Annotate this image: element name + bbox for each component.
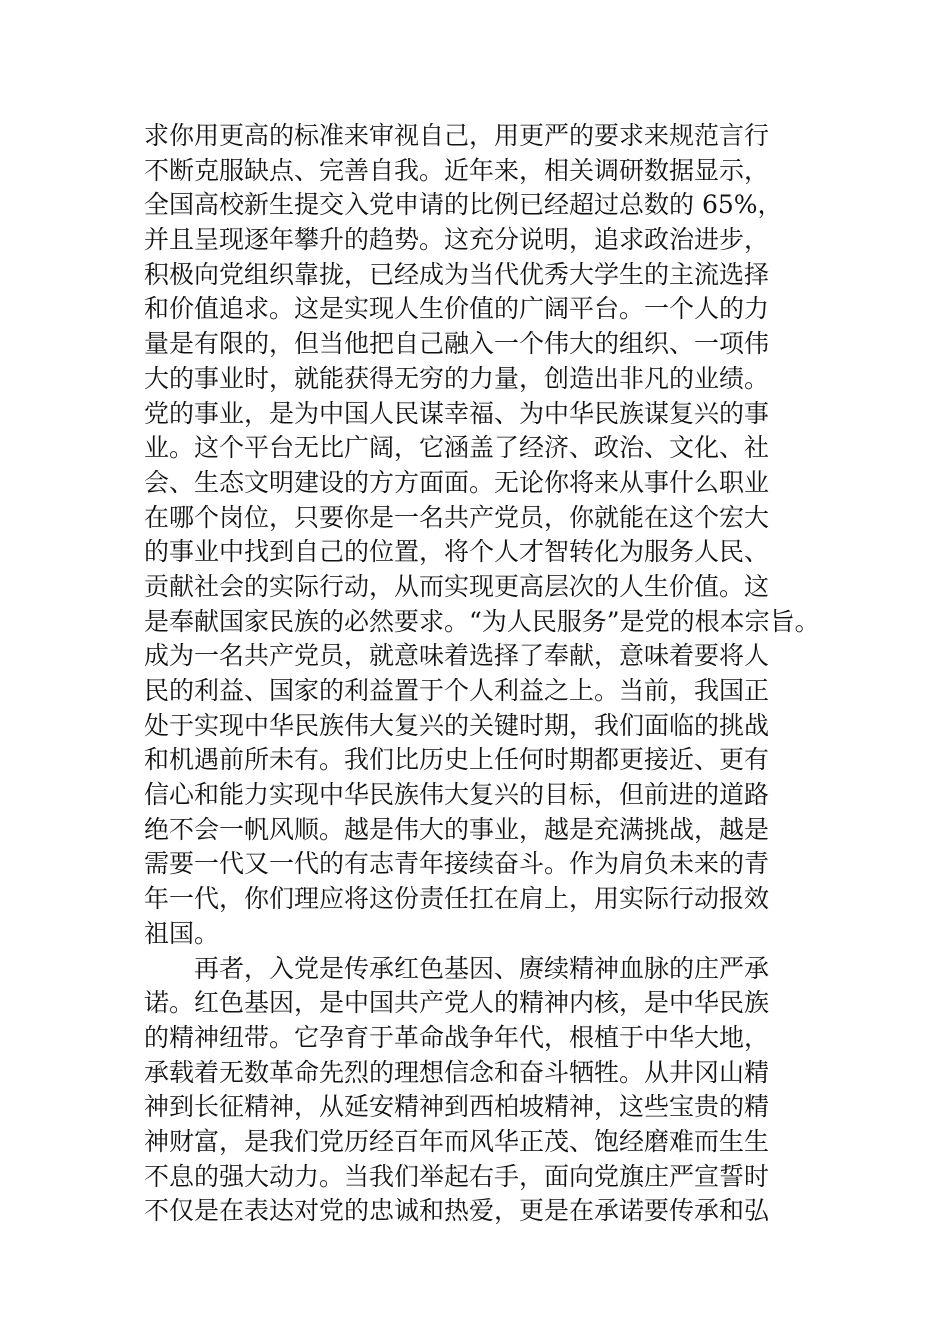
text-line: 不仅是在表达对党的忠诚和热爱，更是在承诺要传承和弘 — [144, 1196, 770, 1226]
text-line: 神财富，是我们党历经百年而风华正茂、饱经磨难而生生 — [144, 1126, 770, 1156]
text-line: 和机遇前所未有。我们比历史上任何时期都更接近、更有 — [144, 745, 770, 775]
text-line: 绝不会一帆风顺。越是伟大的事业，越是充满挑战，越是 — [144, 814, 770, 844]
text-line: 年一代，你们理应将这份责任扛在肩上，用实际行动报效 — [144, 884, 770, 914]
text-line: 会、生态文明建设的方方面面。无论你将来从事什么职业 — [144, 467, 770, 497]
text-line: 诺。红色基因，是中国共产党人的精神内核，是中华民族 — [144, 988, 770, 1018]
text-line: 量是有限的，但当他把自己融入一个伟大的组织、一项伟 — [144, 329, 770, 359]
text-line: 祖国。 — [144, 918, 220, 948]
text-line: 在哪个岗位，只要你是一名共产党员，你就能在这个宏大 — [144, 502, 770, 532]
text-line: 神到长征精神，从延安精神到西柏坡精神，这些宝贵的精 — [144, 1092, 770, 1122]
text-line: 成为一名共产党员，就意味着选择了奉献，意味着要将人 — [144, 641, 770, 671]
text-line: 和价值追求。这是实现人生价值的广阔平台。一个人的力 — [144, 294, 770, 324]
text-line: 民的利益、国家的利益置于个人利益之上。当前，我国正 — [144, 676, 770, 705]
text-line: 不息的强大动力。当我们举起右手，面向党旗庄严宣誓时 — [144, 1161, 770, 1191]
text-line: 全国高校新生提交入党申请的比例已经超过总数的 65%， — [144, 190, 783, 220]
text-line: 并且呈现逐年攀升的趋势。这充分说明，追求政治进步， — [144, 225, 770, 255]
text-line: 处于实现中华民族伟大复兴的关键时期，我们面临的挑战 — [144, 710, 770, 740]
text-line: 需要一代又一代的有志青年接续奋斗。作为肩负未来的青 — [144, 849, 770, 879]
text-line: 信心和能力实现中华民族伟大复兴的目标，但前进的道路 — [144, 780, 770, 810]
text-line: 的事业中找到自己的位置，将个人才智转化为服务人民、 — [144, 537, 770, 567]
text-line: 贡献社会的实际行动，从而实现更高层次的人生价值。这 — [144, 571, 770, 601]
text-line: 不断克服缺点、完善自我。近年来，相关调研数据显示， — [144, 155, 770, 185]
body-text — [144, 119, 824, 1229]
text-line: 业。这个平台无比广阔，它涵盖了经济、政治、文化、社 — [144, 433, 770, 463]
text-line: 承载着无数革命先烈的理想信念和奋斗牺牲。从井冈山精 — [144, 1057, 770, 1087]
text-line: 求你用更高的标准来审视自己，用更严的要求来规范言行 — [144, 121, 770, 150]
text-line: 是奉献国家民族的必然要求。“为人民服务”是党的根本宗旨。 — [144, 606, 820, 636]
text-line: 大的事业时，就能获得无穷的力量，创造出非凡的业绩。 — [144, 363, 770, 393]
text-line: 党的事业，是为中国人民谋幸福、为中华民族谋复兴的事 — [144, 398, 770, 428]
text-line: 积极向党组织靠拢，已经成为当代优秀大学生的主流选择 — [144, 259, 770, 289]
text-line: 的精神纽带。它孕育于革命战争年代，根植于中华大地， — [144, 1022, 770, 1052]
text-line: 再者，入党是传承红色基因、赓续精神血脉的庄严承 — [194, 953, 770, 983]
